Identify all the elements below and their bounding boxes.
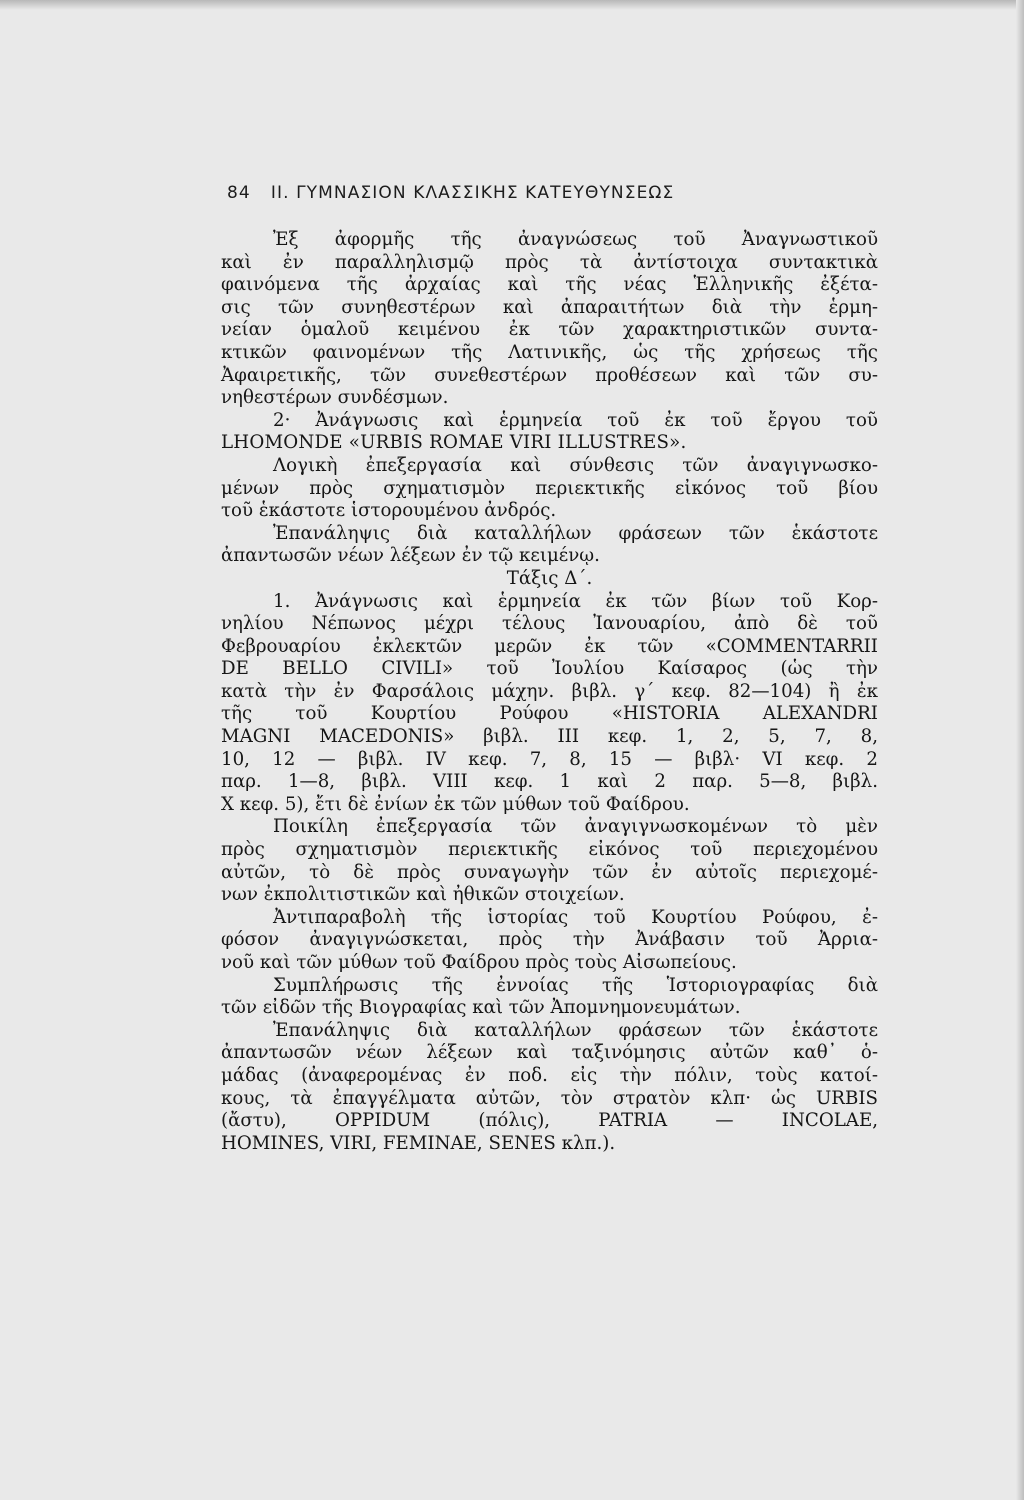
text-line: πρὸς σχηματισμὸν περιεκτικῆς εἰκόνος τοῦ περιεχομένου xyxy=(221,839,878,861)
text-line: αὐτῶν, τὸ δὲ πρὸς συναγωγὴν τῶν ἐν αὐτοῖς περιεχομέ- xyxy=(221,861,878,883)
text-line: τοῦ ἑκάστοτε ἱστορουμένου ἀνδρός. xyxy=(221,500,557,522)
text-line: MAGNI MACEDONIS» βιβλ. III κεφ. 1, 2, 5, 7, 8, xyxy=(221,726,878,748)
body-text xyxy=(221,229,878,1155)
page-number: 84 xyxy=(227,183,251,203)
text-line: μάδας (ἀναφερομένας ἐν ποδ. εἰς τὴν πόλιν, τοὺς κατοί- xyxy=(221,1064,878,1086)
text-line: Ἐξ ἀφορμῆς τῆς ἀναγνώσεως τοῦ Ἀναγνωστικοῦ xyxy=(273,229,878,250)
text-line: DE BELLO CIVILI» τοῦ Ἰουλίου Καίσαρος (ὡς τὴν xyxy=(221,658,878,680)
text-line: Συμπλήρωσις τῆς ἐννοίας τῆς Ἱστοριογραφίας διὰ xyxy=(273,974,878,996)
text-line: ἀπαντωσῶν νέων λέξεων ἐν τῷ κειμένῳ. xyxy=(221,545,600,567)
text-line: HOMINES, VIRI, FEMINAE, SENES κλπ.). xyxy=(221,1132,616,1154)
text-line: τῶν εἰδῶν τῆς Βιογραφίας καὶ τῶν Ἀπομνημονευμάτων. xyxy=(221,997,741,1019)
text-line: νείαν ὁμαλοῦ κειμένου ἐκ τῶν χαρακτηριστικῶν συντα- xyxy=(221,319,878,341)
text-line: κατὰ τὴν ἐν Φαρσάλοις μάχην. βιβλ. γ΄ κεφ. 82—104) ἢ ἐκ xyxy=(221,680,878,702)
text-line: Ἐπανάληψις διὰ καταλλήλων φράσεων τῶν ἑκάστοτε xyxy=(273,522,878,544)
running-header xyxy=(227,183,674,203)
text-line: νοῦ καὶ τῶν μύθων τοῦ Φαίδρου πρὸς τοὺς Αἰσωπείους. xyxy=(221,952,737,973)
text-line: (ἄστυ), OPPIDUM (πόλις), PATRIA — INCOLAE, xyxy=(221,1110,878,1132)
text-line: παρ. 1—8, βιβλ. VIII κεφ. 1 καὶ 2 παρ. 5—8, βιβλ. xyxy=(221,771,878,793)
text-line: τῆς τοῦ Κουρτίου Ρούφου «HISTORIA ALEXANDRI xyxy=(221,703,878,725)
text-line: νων ἐκπολιτιστικῶν καὶ ἠθικῶν στοιχείων. xyxy=(221,884,625,906)
page-edge-shadow-top xyxy=(0,0,1024,10)
text-line: μένων πρὸς σχηματισμὸν περιεκτικῆς εἰκόνος τοῦ βίου xyxy=(221,477,878,499)
text-line: 10, 12 — βιβλ. IV κεφ. 7, 8, 15 — βιβλ· VI κεφ. 2 xyxy=(221,748,878,770)
section-heading: Τάξις Δ΄. xyxy=(506,567,593,589)
page-edge-shadow-right xyxy=(1016,0,1024,1500)
text-line: Ἀφαιρετικῆς, τῶν συνεθεστέρων προθέσεων καὶ τῶν συ- xyxy=(221,364,878,386)
text-line: σις τῶν συνηθεστέρων καὶ ἀπαραιτήτων διὰ τὴν ἑρμη- xyxy=(221,296,878,318)
text-line: Ἐπανάληψις διὰ καταλλήλων φράσεων τῶν ἑκάστοτε xyxy=(273,1019,878,1041)
text-line: X κεφ. 5), ἔτι δὲ ἐνίων ἐκ τῶν μύθων τοῦ Φαίδρου. xyxy=(221,793,690,815)
text-line: ἀπαντωσῶν νέων λέξεων καὶ ταξινόμησις αὐτῶν καθ᾽ ὁ- xyxy=(221,1042,878,1064)
text-line: LHOMONDE «URBIS ROMAE VIRI ILLUSTRES». xyxy=(221,432,687,454)
text-line: νηλίου Νέπωνος μέχρι τέλους Ἰανουαρίου, ἀπὸ δὲ τοῦ xyxy=(221,613,878,635)
text-line: 2· Ἀνάγνωσις καὶ ἑρμηνεία τοῦ ἐκ τοῦ ἔργου τοῦ xyxy=(273,409,878,431)
text-line: Φεβρουαρίου ἐκλεκτῶν μερῶν ἐκ τῶν «COMMENTARRII xyxy=(221,635,878,657)
text-line: Ἀντιπαραβολὴ τῆς ἱστορίας τοῦ Κουρτίου Ρούφου, ἐ- xyxy=(273,906,878,928)
text-line: κους, τὰ ἐπαγγέλματα αὐτῶν, τὸν στρατὸν κλπ· ὡς URBIS xyxy=(221,1087,878,1109)
text-line: καὶ ἐν παραλληλισμῷ πρὸς τὰ ἀντίστοιχα συντακτικὰ xyxy=(221,251,878,273)
text-line: κτικῶν φαινομένων τῆς Λατινικῆς, ὡς τῆς χρήσεως τῆς xyxy=(221,341,878,363)
running-title: II. ΓΥΜΝΑΣΙΟΝ ΚΛΑΣΣΙΚΗΣ ΚΑΤΕΥΘΥΝΣΕΩΣ xyxy=(270,183,675,203)
text-line: φόσον ἀναγιγνώσκεται, πρὸς τὴν Ἀνάβασιν τοῦ Ἀρρια- xyxy=(221,929,878,951)
text-line: φαινόμενα τῆς ἀρχαίας καὶ τῆς νέας Ἑλληνικῆς ἐξέτα- xyxy=(221,274,878,296)
text-line: Λογικὴ ἐπεξεργασία καὶ σύνθεσις τῶν ἀναγιγνωσκο- xyxy=(273,454,878,476)
text-line: Ποικίλη ἐπεξεργασία τῶν ἀναγιγνωσκομένων τὸ μὲν xyxy=(273,816,878,838)
text-line: νηθεστέρων συνδέσμων. xyxy=(221,387,449,409)
text-line: 1. Ἀνάγνωσις καὶ ἑρμηνεία ἐκ τῶν βίων τοῦ Κορ- xyxy=(273,590,878,612)
